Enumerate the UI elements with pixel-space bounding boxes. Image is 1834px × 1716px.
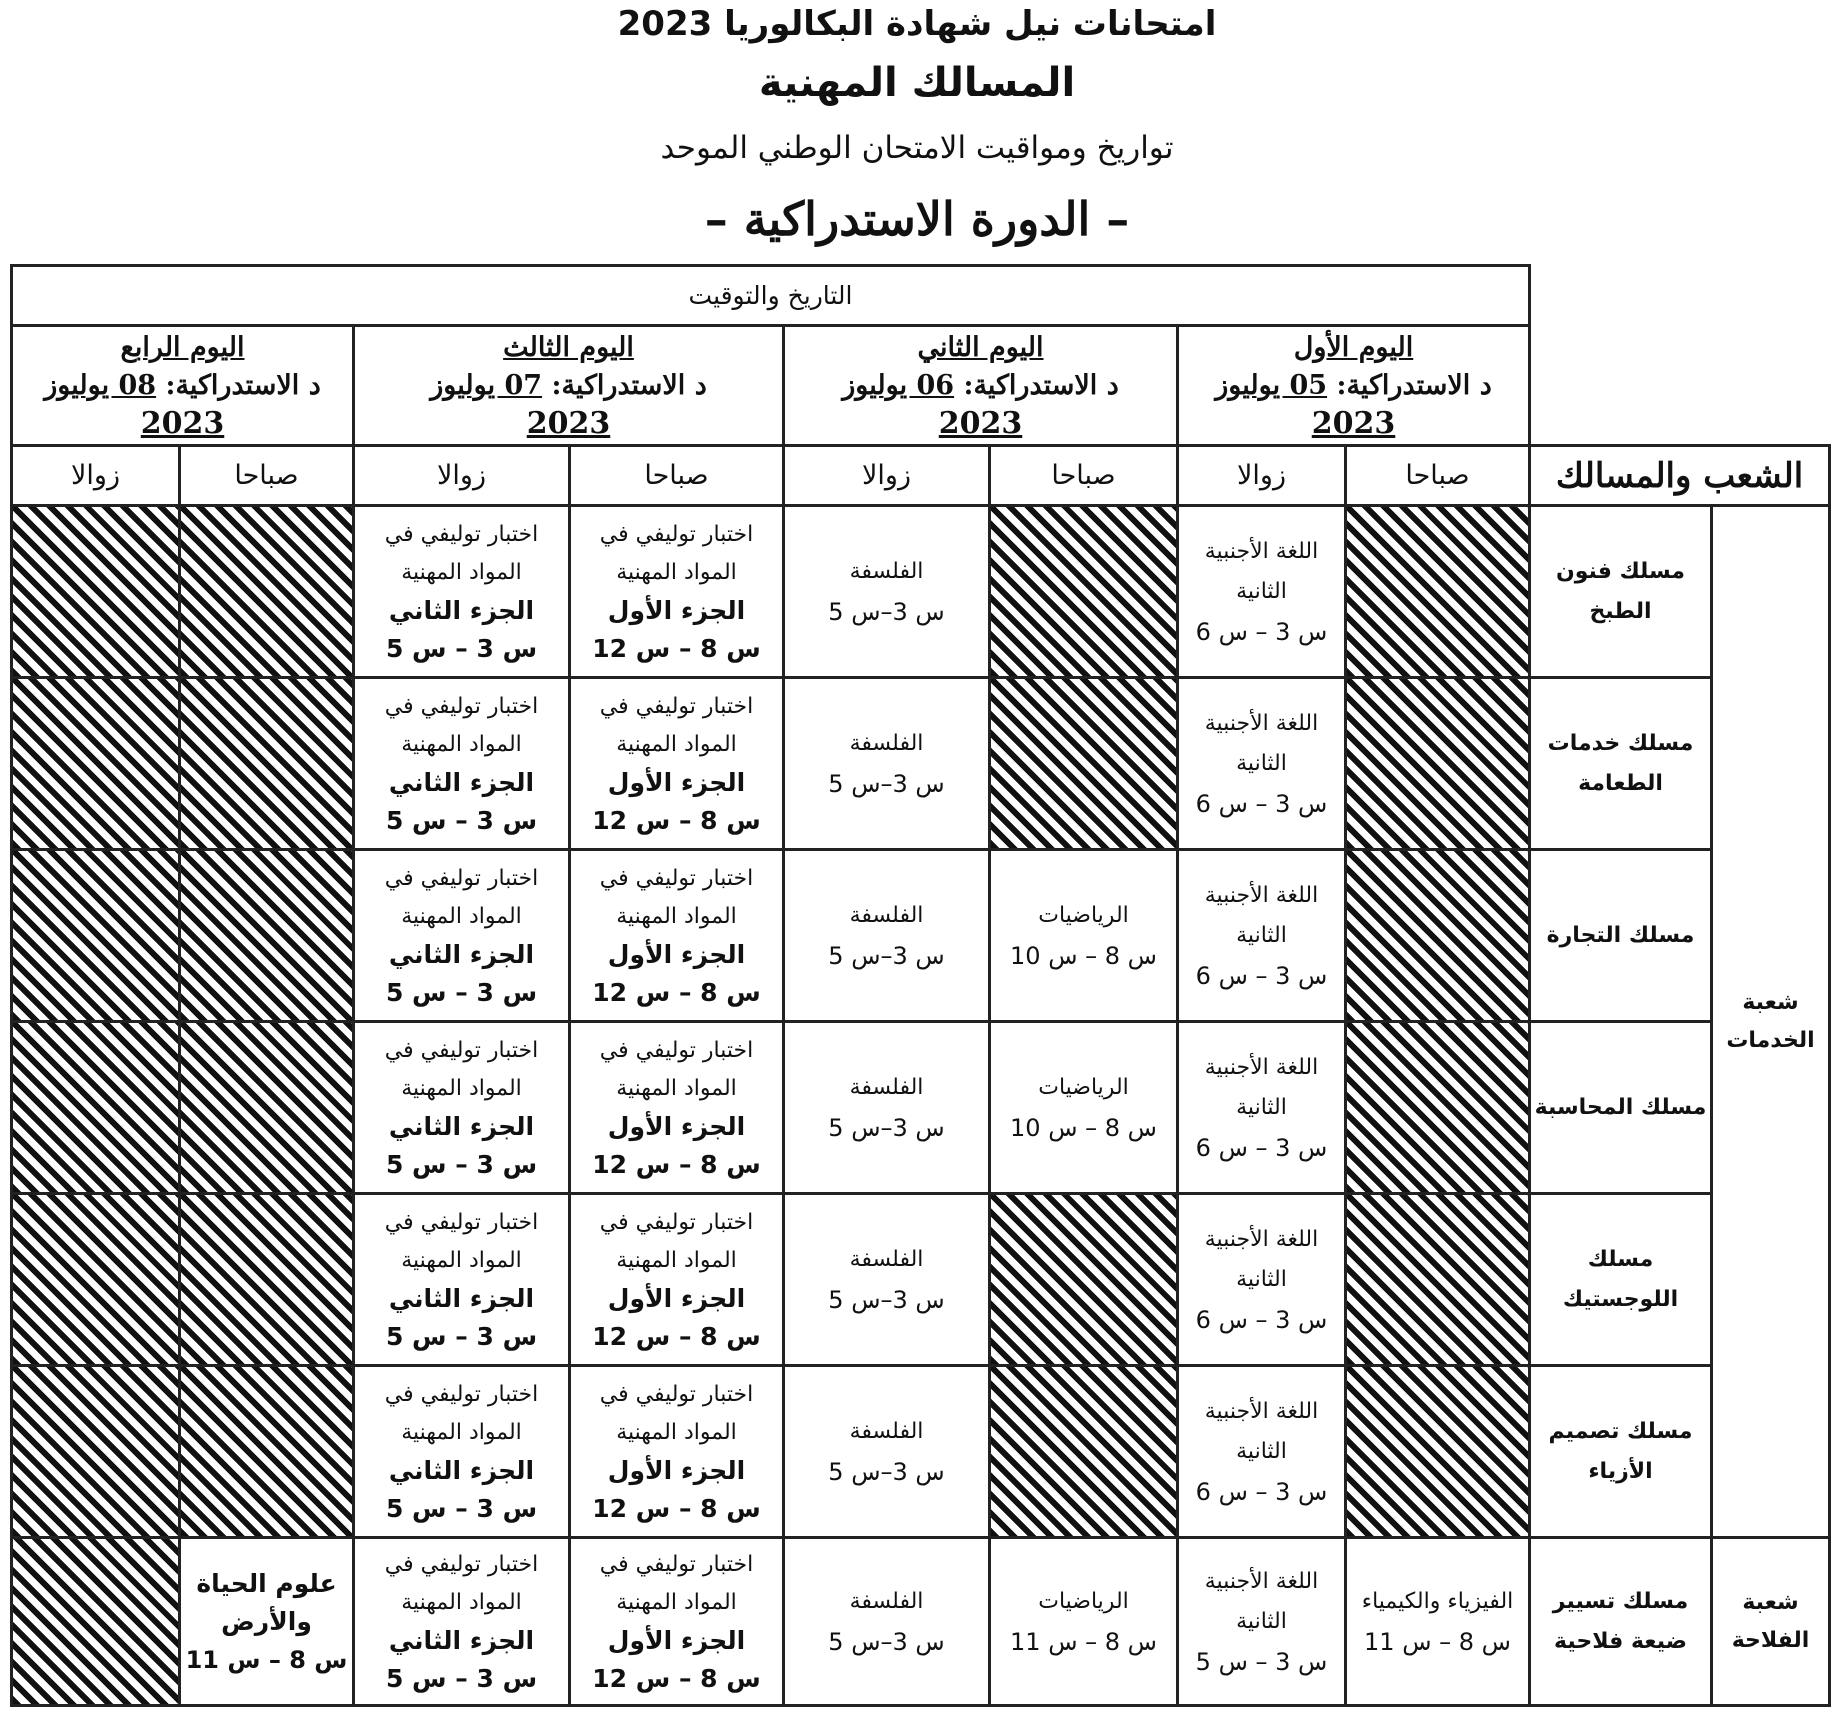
exam-time: س 8 – س 12	[592, 633, 761, 663]
stream-services	[1710, 504, 1831, 1539]
exam-name: والأرض	[221, 1606, 312, 1636]
morning-header	[178, 444, 355, 507]
day-year: 2023	[1311, 405, 1396, 441]
exam-time: س 3 – س 5	[385, 1493, 538, 1523]
exam-name: الفلسفة	[849, 1418, 924, 1444]
exam-name: الرياضيات	[1038, 1588, 1129, 1614]
exam-name: الفلسفة	[849, 1074, 924, 1100]
exam-name: اللغة الأجنبية	[1204, 1398, 1319, 1424]
track-5	[1528, 1192, 1713, 1367]
afternoon-header	[10, 444, 181, 507]
exam-part: الجزء الثاني	[388, 1111, 535, 1141]
math-exam	[988, 1536, 1179, 1707]
philosophy-exam	[782, 1192, 991, 1367]
morning-header	[568, 444, 785, 507]
header-subtitle: تواريخ ومواقيت الامتحان الوطني الموحد	[660, 130, 1174, 166]
exam-name: المواد المهنية	[401, 731, 522, 757]
track-1	[1528, 504, 1713, 679]
morning-header	[988, 444, 1179, 507]
exam-part: الجزء الثاني	[388, 1455, 535, 1485]
exam-name: المواد المهنية	[616, 731, 737, 757]
exam-part: الجزء الأول	[607, 1283, 746, 1313]
exam-time: س 8 – س 12	[592, 805, 761, 835]
exam-name: اختبار توليفي في	[599, 1381, 754, 1407]
math-exam	[988, 848, 1179, 1023]
day-date-line	[44, 367, 320, 405]
session-label: زوالا	[437, 460, 486, 491]
professional-synthesis-exam-2	[352, 1192, 571, 1367]
no-exam-cell	[988, 1364, 1179, 1539]
morning-header	[1344, 444, 1531, 507]
track-name: مسلك تسيير ضيعة فلاحية	[1552, 1588, 1689, 1654]
day-year: 2023	[938, 405, 1023, 441]
no-exam-cell	[10, 1020, 181, 1195]
professional-synthesis-exam-1	[568, 676, 785, 851]
professional-synthesis-exam-2	[352, 848, 571, 1023]
exam-time: س 3 – س 5	[385, 1149, 538, 1179]
track-name: مسلك فنون الطبخ	[1555, 558, 1686, 624]
session-label: د الاستدراكية:	[156, 369, 321, 401]
no-exam-cell	[178, 1020, 355, 1195]
session-label: زوالا	[1237, 460, 1286, 491]
exam-name: المواد المهنية	[401, 559, 522, 585]
exam-name: المواد المهنية	[401, 1419, 522, 1445]
track-7	[1528, 1536, 1713, 1707]
exam-name: المواد المهنية	[401, 1247, 522, 1273]
life-earth-sciences-exam	[178, 1536, 355, 1707]
branches-header-text: الشعب والمسالك	[1555, 455, 1804, 496]
no-exam-cell	[10, 1364, 181, 1539]
foreign-language-exam	[1176, 676, 1347, 851]
professional-synthesis-exam-2	[352, 676, 571, 851]
exam-name: المواد المهنية	[616, 1247, 737, 1273]
track-3	[1528, 848, 1713, 1023]
philosophy-exam	[782, 1364, 991, 1539]
day-date: 08 يوليوز	[44, 369, 157, 401]
philosophy-exam	[782, 1020, 991, 1195]
track-name: مسلك تصميم الأزياء	[1548, 1418, 1693, 1484]
foreign-language-exam	[1176, 1020, 1347, 1195]
exam-time: س 3 – س 5	[385, 1663, 538, 1693]
exam-name: المواد المهنية	[616, 1075, 737, 1101]
day-year: 2023	[526, 405, 611, 441]
exam-part: الجزء الأول	[607, 1111, 746, 1141]
no-exam-cell	[178, 1364, 355, 1539]
day-header-2	[782, 324, 1179, 447]
exam-name: اللغة الأجنبية	[1204, 538, 1319, 564]
exam-name: المواد المهنية	[616, 903, 737, 929]
professional-synthesis-exam-1	[568, 1020, 785, 1195]
no-exam-cell	[1344, 1364, 1531, 1539]
exam-name: المواد المهنية	[401, 1589, 522, 1615]
professional-synthesis-exam-2	[352, 504, 571, 679]
exam-time: س 8 – س 12	[592, 1321, 761, 1351]
exam-name: اختبار توليفي في	[599, 1551, 754, 1577]
track-4	[1528, 1020, 1713, 1195]
professional-synthesis-exam-1	[568, 1536, 785, 1707]
exam-name: الثانية	[1236, 1608, 1287, 1634]
philosophy-exam	[782, 676, 991, 851]
exam-name: اختبار توليفي في	[599, 521, 754, 547]
exam-name: علوم الحياة	[196, 1568, 337, 1598]
foreign-language-exam	[1176, 1536, 1347, 1707]
exam-name: اختبار توليفي في	[599, 693, 754, 719]
exam-name: الثانية	[1236, 1094, 1287, 1120]
exam-time: س 8 – س 12	[592, 1493, 761, 1523]
exam-time: س 8 – س 11	[1364, 1627, 1511, 1656]
exam-name: الفلسفة	[849, 730, 924, 756]
exam-name: اللغة الأجنبية	[1204, 882, 1319, 908]
no-exam-cell	[10, 676, 181, 851]
no-exam-cell	[178, 1192, 355, 1367]
exam-time: س 8 – س 12	[592, 1663, 761, 1693]
professional-synthesis-exam-1	[568, 504, 785, 679]
session-label: د الاستدراكية:	[954, 369, 1119, 401]
exam-name: اختبار توليفي في	[384, 521, 539, 547]
day-header-1	[1176, 324, 1531, 447]
exam-name: المواد المهنية	[401, 903, 522, 929]
session-label: صباحا	[234, 460, 299, 491]
exam-name: اختبار توليفي في	[599, 1209, 754, 1235]
day-name: اليوم الأول	[1293, 331, 1414, 363]
exam-name: الثانية	[1236, 1266, 1287, 1292]
stream-label: شعبة الفلاحة	[1731, 1589, 1810, 1653]
exam-part: الجزء الثاني	[388, 595, 535, 625]
exam-name: الرياضيات	[1038, 1074, 1129, 1100]
exam-name: الفلسفة	[849, 1246, 924, 1272]
exam-name: المواد المهنية	[401, 1075, 522, 1101]
header-track-title: المسالك المهنية	[758, 60, 1076, 106]
exam-name: اللغة الأجنبية	[1204, 1568, 1319, 1594]
day-name: اليوم الثاني	[917, 331, 1044, 363]
day-date-line	[842, 367, 1118, 405]
exam-name: الفلسفة	[849, 1588, 924, 1614]
exam-part: الجزء الثاني	[388, 767, 535, 797]
math-exam	[988, 1020, 1179, 1195]
afternoon-header	[1176, 444, 1347, 507]
exam-part: الجزء الأول	[607, 595, 746, 625]
no-exam-cell	[10, 504, 181, 679]
exam-part: الجزء الثاني	[388, 1625, 535, 1655]
exam-time: س 3 – س 5	[385, 977, 538, 1007]
no-exam-cell	[178, 504, 355, 679]
exam-time: س 3 – س 6	[1195, 1305, 1328, 1334]
stream-label: شعبة الخدمات	[1726, 989, 1815, 1053]
exam-time: س 3–س 5	[828, 769, 945, 798]
philosophy-exam	[782, 1536, 991, 1707]
exam-time: س 3 – س 5	[385, 1321, 538, 1351]
header-session-title: – الدورة الاستدراكية –	[704, 192, 1130, 246]
exam-time: س 8 – س 10	[1010, 1113, 1157, 1142]
exam-name: اختبار توليفي في	[599, 865, 754, 891]
session-label: زوالا	[862, 460, 911, 491]
foreign-language-exam	[1176, 1364, 1347, 1539]
day-header-3	[352, 324, 785, 447]
no-exam-cell	[10, 1536, 181, 1707]
exam-time: س 3 – س 5	[385, 633, 538, 663]
no-exam-cell	[988, 504, 1179, 679]
session-label: زوالا	[71, 460, 120, 491]
session-label: صباحا	[1051, 460, 1116, 491]
no-exam-cell	[1344, 1020, 1531, 1195]
day-date-line	[1215, 367, 1491, 405]
table-title-text: التاريخ والتوقيت	[688, 281, 853, 310]
exam-time: س 8 – س 11	[1010, 1627, 1157, 1656]
professional-synthesis-exam-1	[568, 1364, 785, 1539]
professional-synthesis-exam-1	[568, 848, 785, 1023]
professional-synthesis-exam-2	[352, 1020, 571, 1195]
session-label: د الاستدراكية:	[1327, 369, 1492, 401]
foreign-language-exam	[1176, 848, 1347, 1023]
day-date: 07 يوليوز	[430, 369, 543, 401]
exam-part: الجزء الأول	[607, 1455, 746, 1485]
exam-time: س 3 – س 5	[1195, 1647, 1328, 1676]
exam-time: س 3–س 5	[828, 1113, 945, 1142]
foreign-language-exam	[1176, 1192, 1347, 1367]
exam-part: الجزء الثاني	[388, 939, 535, 969]
exam-name: اختبار توليفي في	[384, 693, 539, 719]
exam-time: س 3 – س 6	[1195, 617, 1328, 646]
exam-time: س 8 – س 10	[1010, 941, 1157, 970]
physics-chemistry-exam	[1344, 1536, 1531, 1707]
exam-name: الثانية	[1236, 750, 1287, 776]
no-exam-cell	[178, 848, 355, 1023]
exam-time: س 3 – س 6	[1195, 961, 1328, 990]
afternoon-header	[352, 444, 571, 507]
exam-part: الجزء الأول	[607, 1625, 746, 1655]
exam-time: س 8 – س 12	[592, 977, 761, 1007]
day-year: 2023	[140, 405, 225, 441]
exam-time: س 3–س 5	[828, 1285, 945, 1314]
exam-name: اللغة الأجنبية	[1204, 1226, 1319, 1252]
no-exam-cell	[178, 676, 355, 851]
track-6	[1528, 1364, 1713, 1539]
day-date: 06 يوليوز	[842, 369, 955, 401]
track-name: مسلك خدمات الطعامة	[1547, 730, 1694, 796]
exam-name: الثانية	[1236, 578, 1287, 604]
day-date: 05 يوليوز	[1215, 369, 1328, 401]
exam-name: اختبار توليفي في	[384, 1209, 539, 1235]
no-exam-cell	[1344, 848, 1531, 1023]
exam-name: المواد المهنية	[616, 559, 737, 585]
session-label: صباحا	[644, 460, 709, 491]
afternoon-header	[782, 444, 991, 507]
track-name: مسلك اللوجستيك	[1562, 1246, 1679, 1312]
philosophy-exam	[782, 504, 991, 679]
table-title	[10, 264, 1531, 327]
exam-time: س 8 – س 11	[185, 1645, 348, 1674]
track-name: مسلك التجارة	[1546, 922, 1695, 948]
professional-synthesis-exam-2	[352, 1536, 571, 1707]
exam-name: الفلسفة	[849, 902, 924, 928]
day-name: اليوم الثالث	[503, 331, 634, 363]
exam-name: اللغة الأجنبية	[1204, 1054, 1319, 1080]
no-exam-cell	[988, 1192, 1179, 1367]
exam-name: اختبار توليفي في	[384, 1381, 539, 1407]
exam-time: س 3–س 5	[828, 1627, 945, 1656]
foreign-language-exam	[1176, 504, 1347, 679]
exam-name: الفلسفة	[849, 558, 924, 584]
exam-name: الثانية	[1236, 1438, 1287, 1464]
no-exam-cell	[988, 676, 1179, 851]
exam-time: س 3 – س 6	[1195, 1133, 1328, 1162]
branches-header	[1528, 444, 1831, 507]
exam-name: اللغة الأجنبية	[1204, 710, 1319, 736]
no-exam-cell	[1344, 1192, 1531, 1367]
exam-name: اختبار توليفي في	[384, 1037, 539, 1063]
exam-time: س 3–س 5	[828, 1457, 945, 1486]
exam-name: المواد المهنية	[616, 1589, 737, 1615]
exam-time: س 3 – س 6	[1195, 1477, 1328, 1506]
exam-part: الجزء الثاني	[388, 1283, 535, 1313]
philosophy-exam	[782, 848, 991, 1023]
day-date-line	[430, 367, 706, 405]
session-label: صباحا	[1405, 460, 1470, 491]
exam-part: الجزء الأول	[607, 939, 746, 969]
no-exam-cell	[10, 1192, 181, 1367]
no-exam-cell	[10, 848, 181, 1023]
professional-synthesis-exam-2	[352, 1364, 571, 1539]
exam-name: المواد المهنية	[616, 1419, 737, 1445]
session-label: د الاستدراكية:	[542, 369, 707, 401]
stream-agriculture	[1710, 1536, 1831, 1707]
day-name: اليوم الرابع	[120, 331, 245, 363]
exam-name: اختبار توليفي في	[599, 1037, 754, 1063]
exam-time: س 3–س 5	[828, 941, 945, 970]
day-header-4	[10, 324, 355, 447]
exam-name: اختبار توليفي في	[384, 865, 539, 891]
exam-name: الثانية	[1236, 922, 1287, 948]
exam-part: الجزء الأول	[607, 767, 746, 797]
exam-time: س 8 – س 12	[592, 1149, 761, 1179]
exam-time: س 3 – س 5	[385, 805, 538, 835]
exam-name: الفيزياء والكيمياء	[1361, 1588, 1514, 1614]
exam-time: س 3 – س 6	[1195, 789, 1328, 818]
header-exam-title: امتحانات نيل شهادة البكالوريا 2023	[617, 4, 1217, 44]
exam-time: س 3–س 5	[828, 597, 945, 626]
track-name: مسلك المحاسبة	[1534, 1094, 1707, 1120]
professional-synthesis-exam-1	[568, 1192, 785, 1367]
exam-name: اختبار توليفي في	[384, 1551, 539, 1577]
track-2	[1528, 676, 1713, 851]
exam-name: الرياضيات	[1038, 902, 1129, 928]
no-exam-cell	[1344, 504, 1531, 679]
no-exam-cell	[1344, 676, 1531, 851]
